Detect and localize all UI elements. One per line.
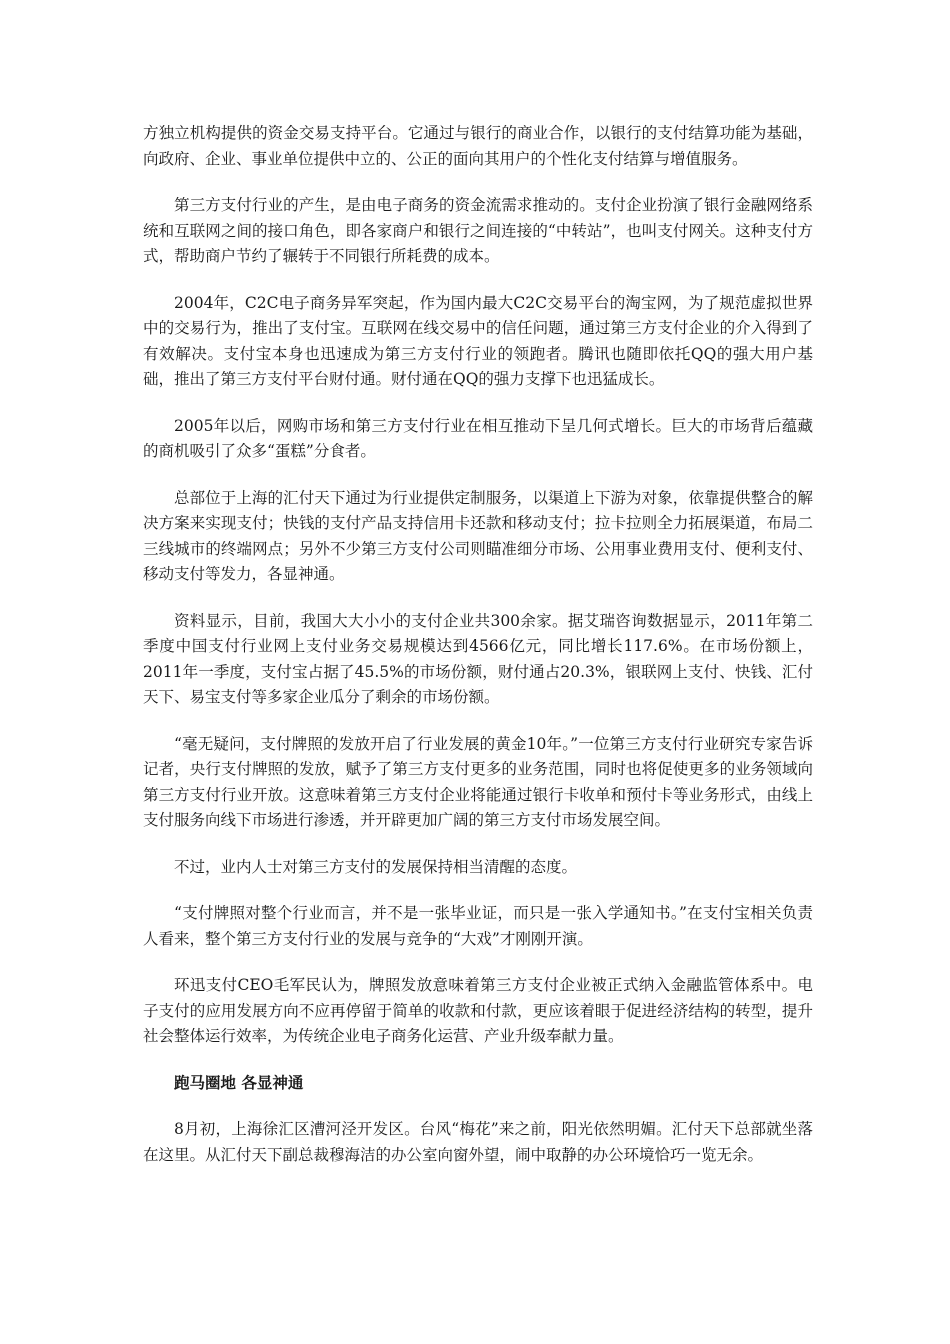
paragraph-2004-alipay: 2004年，C2C电子商务异军突起，作为国内最大C2C交易平台的淘宝网，为了规范虚拟世界中的交易行为，推出了支付宝。互联网在线交易中的信任问题，通过第三方支付企业的介入得到了有效解决。支付宝本身也迅速成为第三方支付行业的领跑者。腾讯也随即依托QQ的强大用户基础，推出了第三方支付平台财付通。财付通在QQ的强力支撑下也迅猛成长。 [143, 293, 813, 388]
paragraph-admission-notice: “支付牌照对整个行业而言，并不是一张毕业证，而只是一张入学通知书。”在支付宝相关负责人看来，整个第三方支付行业的发展与竞争的“大戏”才刚刚开演。 [143, 904, 813, 948]
paragraph-ips-ceo: 环迅支付CEO毛军民认为，牌照发放意味着第三方支付企业被正式纳入金融监管体系中。电子支付的应用发展方向不应再停留于简单的收款和付款，更应该着眼于促进经济结构的转型，提升社会整体运行效率，为传统企业电子商务化运营、产业升级奉献力量。 [143, 976, 813, 1045]
paragraph-industry-origin: 第三方支付行业的产生，是由电子商务的资金流需求推动的。支付企业扮演了银行金融网络系统和互联网之间的接口角色，即各家商户和银行之间连接的“中转站”，也叫支付网关。这种支付方式，帮助商户节约了辗转于不同银行所耗费的成本。 [143, 196, 813, 265]
paragraph-continued: 方独立机构提供的资金交易支持平台。它通过与银行的商业合作，以银行的支付结算功能为基础，向政府、企业、事业单位提供中立的、公正的面向其用户的个性化支付结算与增值服务。 [143, 124, 813, 168]
paragraph-market-data: 资料显示，目前，我国大大小小的支付企业共300余家。据艾瑞咨询数据显示，2011年第二季度中国支付行业网上支付业务交易规模达到4566亿元，同比增长117.6%。在市场份额上，2011年一季度，支付宝占据了45.5%的市场份额，财付通占20.3%，银联网上支付、快钱、汇付天下、易宝支付等多家企业瓜分了剩余的市场份额。 [143, 611, 813, 706]
paragraph-license-golden-decade: “毫无疑问，支付牌照的发放开启了行业发展的黄金10年。”一位第三方支付行业研究专家告诉记者，央行支付牌照的发放，赋予了第三方支付更多的业务范围，同时也将促使更多的业务领域向第三方支付行业开放。这意味着第三方支付企业将能通过银行卡收单和预付卡等业务形式，由线上支付服务向线下市场进行渗透，并开辟更加广阔的第三方支付市场发展空间。 [143, 734, 813, 829]
paragraph-sober-attitude: 不过，业内人士对第三方支付的发展保持相当清醒的态度。 [174, 857, 578, 876]
document-body [143, 121, 813, 1189]
paragraph-august-visit: 8月初，上海徐汇区漕河泾开发区。台风“梅花”来之前，阳光依然明媚。汇付天下总部就坐落在这里。从汇付天下副总裁穆海洁的办公室向窗外望，闹中取静的办公环境恰巧一览无余。 [143, 1120, 813, 1164]
paragraph-2005-growth: 2005年以后，网购市场和第三方支付行业在相互推动下呈几何式增长。巨大的市场背后蕴藏的商机吸引了众多“蛋糕”分食者。 [143, 416, 813, 460]
paragraph-competitors: 总部位于上海的汇付天下通过为行业提供定制服务，以渠道上下游为对象，依靠提供整合的解决方案来实现支付；快钱的支付产品支持信用卡还款和移动支付；拉卡拉则全力拓展渠道，布局二三线城市的终端网点；另外不少第三方支付公司则瞄准细分市场、公用事业费用支付、便利支付、移动支付等发力，各显神通。 [143, 488, 813, 583]
section-heading: 跑马圈地 各显神通 [174, 1073, 304, 1092]
